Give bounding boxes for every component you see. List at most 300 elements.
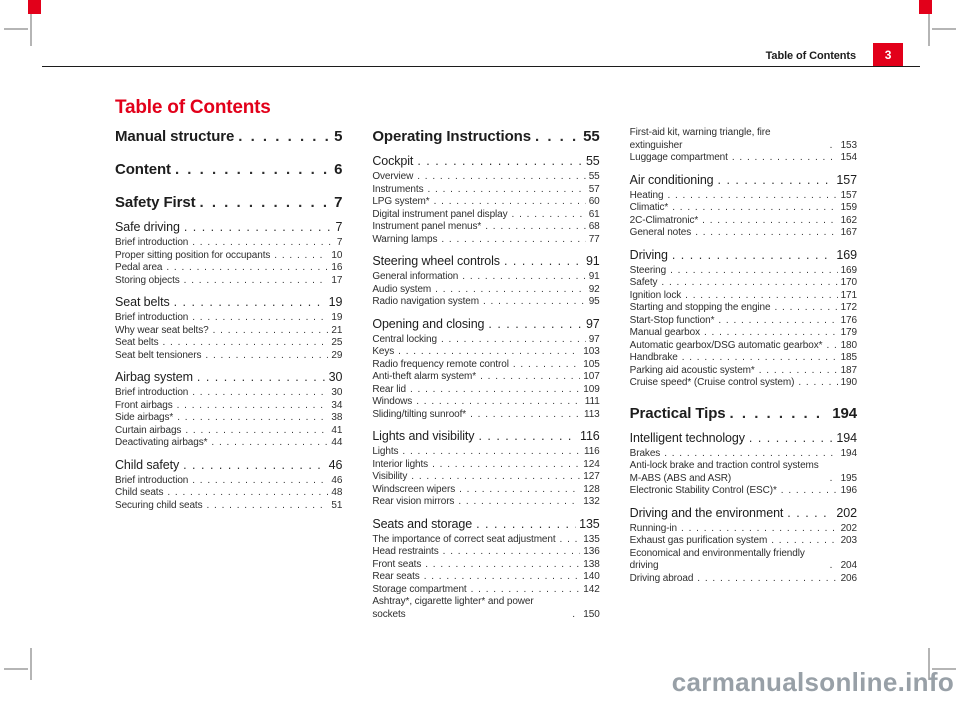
dot-leader — [704, 327, 838, 340]
dot-leader — [162, 337, 328, 350]
toc-entry-page: 128 — [583, 483, 600, 495]
toc-entry — [372, 221, 599, 234]
toc-entry — [372, 359, 599, 372]
toc-entry-page: 169 — [840, 264, 857, 276]
toc-entry-label: Anti-lock brake and traction control systems M-ABS (ABS and ASR) — [629, 460, 819, 484]
toc-entry-page: 7 — [335, 220, 343, 234]
crop-mark-bottom-left-horizontal — [4, 668, 28, 670]
toc-entry-page: 170 — [840, 277, 857, 288]
toc-entry-label: Visibility — [372, 471, 408, 482]
toc-entry — [630, 448, 857, 461]
dot-leader — [504, 254, 583, 269]
dot-leader — [183, 458, 326, 473]
toc-entry-label: General information — [372, 271, 459, 282]
toc-entry — [115, 275, 342, 288]
toc-entry-label: Intelligent technology — [629, 430, 745, 445]
dot-leader — [695, 227, 837, 240]
toc-entry-page: 140 — [583, 571, 600, 582]
toc-entry-page: 142 — [583, 583, 600, 595]
toc-entry — [372, 284, 599, 297]
crop-mark-bottom-left-vertical — [30, 648, 32, 680]
toc-entry — [115, 127, 342, 146]
toc-entry-label: Side airbags* — [115, 412, 174, 423]
toc-entry-page: 30 — [328, 370, 343, 384]
toc-entry-page: 187 — [840, 364, 857, 376]
toc-entry — [372, 471, 599, 484]
crop-mark-top-left-horizontal — [4, 28, 28, 30]
toc-entry-label: Front seats — [372, 558, 422, 570]
dot-leader — [670, 265, 837, 278]
toc-entry-page: 19 — [331, 312, 343, 323]
dot-leader — [718, 173, 834, 188]
dot-leader — [664, 448, 837, 461]
toc-entry-page: 150 — [583, 608, 600, 620]
toc-entry — [372, 184, 599, 197]
toc-entry — [115, 475, 342, 488]
toc-columns — [115, 127, 857, 621]
dot-leader — [732, 152, 838, 165]
toc-entry-page: 7 — [334, 194, 343, 211]
dot-leader — [774, 302, 837, 315]
toc-entry-page: 169 — [836, 247, 857, 262]
dot-leader — [192, 312, 328, 325]
toc-entry — [115, 400, 342, 413]
toc-entry-label: Climatic* — [629, 202, 669, 213]
dot-leader — [702, 215, 837, 228]
dot-leader — [410, 384, 580, 397]
toc-entry — [630, 431, 857, 446]
toc-entry — [372, 154, 599, 169]
toc-entry — [115, 295, 342, 310]
toc-entry-label: Heating — [629, 189, 664, 201]
toc-entry — [115, 237, 342, 250]
toc-entry-label: Radio frequency remote control — [372, 358, 509, 370]
dot-leader — [417, 154, 583, 169]
dot-leader — [749, 431, 834, 446]
toc-entry-page: 111 — [584, 396, 600, 407]
dot-leader — [213, 325, 329, 338]
toc-entry-label: Electronic Stability Control (ESC)* — [629, 485, 777, 496]
toc-entry-page: 116 — [580, 429, 600, 443]
dot-leader — [476, 517, 576, 532]
crop-mark-top-right-vertical — [928, 14, 930, 46]
toc-entry-page: 203 — [840, 535, 857, 546]
toc-entry — [630, 523, 857, 536]
dot-leader — [184, 220, 333, 235]
toc-entry — [115, 387, 342, 400]
toc-entry-page: 159 — [840, 202, 857, 213]
toc-entry-page: 92 — [588, 283, 600, 295]
toc-entry-page: 176 — [840, 314, 857, 326]
toc-entry — [372, 254, 599, 269]
dot-leader — [416, 396, 582, 409]
toc-entry — [630, 315, 857, 328]
toc-entry — [630, 202, 857, 215]
toc-entry-label: Cruise speed* (Cruise control system) — [629, 377, 795, 388]
toc-entry-page: 46 — [331, 474, 343, 486]
toc-entry-label: Radio navigation system — [372, 296, 479, 307]
dot-leader — [672, 248, 834, 263]
toc-entry-page: 103 — [583, 346, 600, 357]
dot-leader — [771, 535, 837, 548]
dot-leader — [205, 350, 328, 363]
dot-leader — [432, 459, 580, 472]
dot-leader — [826, 340, 837, 353]
toc-entry — [372, 546, 599, 559]
dot-leader — [667, 190, 837, 203]
toc-entry-page: 21 — [331, 324, 343, 336]
toc-entry — [630, 327, 857, 340]
dot-leader — [192, 475, 328, 488]
toc-entry-label: Parking aid acoustic system* — [629, 364, 755, 376]
toc-entry-label: The importance of correct seat adjustment — [372, 533, 556, 545]
toc-entry-page: 171 — [840, 289, 857, 301]
dot-leader — [441, 334, 586, 347]
toc-entry — [372, 459, 599, 472]
toc-entry-page: 194 — [840, 447, 857, 459]
dot-leader — [787, 506, 833, 521]
toc-entry — [630, 248, 857, 263]
toc-entry-label: Instrument panel menus* — [372, 221, 482, 232]
toc-entry-label: First-aid kit, warning triangle, fire extinguisher — [629, 127, 771, 151]
dot-leader — [730, 404, 830, 423]
toc-entry-label: Safety First — [115, 194, 196, 211]
toc-entry — [372, 446, 599, 459]
toc-entry-page: 38 — [331, 412, 343, 423]
dot-leader — [478, 429, 577, 444]
toc-entry-page: 91 — [588, 271, 600, 282]
toc-entry — [630, 215, 857, 228]
toc-entry-page: 132 — [583, 496, 600, 507]
toc-entry-label: Interior lights — [372, 458, 429, 470]
dot-leader — [211, 437, 328, 450]
toc-entry-label: Storing objects — [115, 274, 180, 286]
toc-entry-page: 44 — [331, 437, 343, 448]
toc-entry-label: Driving abroad — [629, 572, 694, 584]
toc-entry — [115, 312, 342, 325]
dot-leader — [483, 296, 586, 309]
toc-entry-label: General notes — [629, 227, 692, 238]
toc-column-2 — [372, 127, 599, 621]
toc-entry-label: Windscreen wipers — [372, 483, 456, 495]
dot-leader — [462, 271, 585, 284]
toc-entry — [372, 596, 599, 621]
toc-entry — [372, 171, 599, 184]
toc-entry-page: 61 — [588, 208, 600, 220]
toc-entry-label: Content — [115, 161, 171, 178]
toc-entry-page: 30 — [331, 387, 343, 398]
toc-entry-label: Driving and the environment — [629, 505, 784, 520]
dot-leader — [425, 559, 580, 572]
toc-entry — [372, 484, 599, 497]
toc-entry-label: Rear lid — [372, 383, 406, 395]
dot-leader — [192, 387, 328, 400]
toc-entry-label: Curtain airbags — [115, 424, 182, 436]
toc-entry-label: Overview — [372, 171, 414, 182]
toc-entry — [115, 262, 342, 275]
toc-entry-page: 190 — [840, 377, 857, 388]
toc-entry-label: Brief introduction — [115, 474, 189, 486]
toc-column-1 — [115, 127, 342, 621]
toc-entry-label: Lights and visibility — [372, 429, 475, 443]
dot-leader — [441, 234, 585, 247]
toc-entry-page: 167 — [840, 227, 857, 238]
toc-entry-label: Cockpit — [372, 154, 414, 168]
toc-entry — [372, 271, 599, 284]
toc-entry-label: Steering — [629, 264, 667, 276]
toc-entry — [115, 500, 342, 513]
toc-entry — [630, 127, 857, 152]
toc-entry-label: Rear vision mirrors — [372, 496, 455, 507]
toc-entry — [372, 571, 599, 584]
dot-leader — [166, 262, 328, 275]
toc-entry — [115, 437, 342, 450]
toc-entry — [630, 535, 857, 548]
dot-leader — [781, 485, 838, 498]
toc-entry-label: Pedal area — [115, 262, 163, 273]
toc-entry-page: 17 — [331, 274, 343, 286]
page-title: Table of Contents — [115, 97, 271, 118]
dot-leader — [274, 250, 328, 263]
dot-leader — [411, 471, 580, 484]
dot-leader — [488, 317, 583, 332]
toc-entry-label: Starting and stopping the engine — [629, 302, 771, 313]
toc-entry — [115, 487, 342, 500]
toc-entry-page: 16 — [331, 262, 343, 273]
toc-entry — [630, 227, 857, 240]
toc-entry-label: Child safety — [115, 457, 180, 472]
toc-entry-page: 97 — [588, 333, 600, 345]
dot-leader — [434, 196, 586, 209]
toc-entry — [630, 152, 857, 165]
toc-entry-label: Economical and environmentally friendly driving — [629, 547, 805, 571]
toc-entry-page: 185 — [840, 352, 857, 363]
crop-mark-top-right-horizontal — [932, 28, 956, 30]
toc-entry-label: Seat belt tensioners — [115, 349, 202, 361]
toc-entry — [115, 325, 342, 338]
dot-leader — [480, 371, 580, 384]
toc-entry — [372, 127, 599, 146]
toc-entry-label: Keys — [372, 346, 395, 357]
toc-entry — [630, 404, 857, 423]
toc-entry-label: Rear seats — [372, 571, 420, 582]
dot-leader — [471, 584, 581, 597]
toc-entry — [630, 277, 857, 290]
toc-entry-label: Air conditioning — [629, 172, 714, 187]
toc-entry-page: 41 — [331, 424, 343, 436]
toc-entry-label: Automatic gearbox/DSG automatic gearbox* — [629, 339, 823, 351]
toc-entry-page: 68 — [588, 221, 600, 232]
toc-entry-page: 48 — [331, 487, 343, 498]
toc-entry-page: 194 — [836, 430, 857, 445]
toc-entry-page: 206 — [840, 572, 857, 584]
toc-entry — [630, 573, 857, 586]
toc-entry-page: 46 — [328, 457, 343, 472]
toc-entry-label: Steering wheel controls — [372, 254, 500, 268]
toc-entry — [630, 377, 857, 390]
toc-entry — [372, 584, 599, 597]
toc-entry-page: 204 — [840, 560, 857, 571]
toc-entry — [630, 173, 857, 188]
dot-leader — [458, 496, 580, 509]
dot-leader — [238, 127, 331, 146]
toc-entry-label: Running-in — [629, 522, 678, 534]
toc-entry-page: 57 — [588, 183, 600, 195]
dot-leader — [435, 284, 586, 297]
toc-entry-page: 127 — [583, 471, 600, 482]
toc-entry — [372, 334, 599, 347]
toc-entry-label: Ashtray*, cigarette lighter* and power sockets — [372, 596, 534, 620]
toc-entry-label: LPG system* — [372, 196, 430, 207]
toc-entry — [372, 396, 599, 409]
toc-entry-page: 162 — [840, 214, 857, 226]
toc-entry-page: 116 — [584, 446, 600, 457]
toc-entry — [115, 425, 342, 438]
toc-entry-label: Front airbags — [115, 399, 173, 411]
crop-mark-top-left-vertical — [30, 14, 32, 46]
dot-leader — [184, 275, 329, 288]
toc-entry-label: Brief introduction — [115, 237, 189, 248]
toc-entry-page: 7 — [336, 237, 343, 248]
toc-entry-page: 77 — [588, 233, 600, 245]
toc-entry-page: 157 — [836, 172, 857, 187]
toc-entry-page: 51 — [331, 499, 343, 511]
toc-entry-page: 105 — [583, 358, 600, 370]
dot-leader — [572, 609, 580, 622]
toc-entry-page: 55 — [585, 154, 600, 168]
dot-leader — [427, 184, 585, 197]
dot-leader — [443, 546, 581, 559]
toc-entry-page: 196 — [840, 485, 857, 496]
toc-entry — [630, 190, 857, 203]
dot-leader — [167, 487, 328, 500]
toc-entry-label: Manual structure — [115, 128, 235, 145]
toc-entry — [115, 370, 342, 385]
toc-entry — [630, 365, 857, 378]
toc-entry-label: Driving — [629, 247, 668, 262]
dot-leader — [697, 573, 837, 586]
toc-entry-label: Lights — [372, 446, 399, 457]
dot-leader — [759, 365, 838, 378]
toc-entry — [372, 317, 599, 332]
dot-leader — [177, 400, 329, 413]
toc-entry-label: Sliding/tilting sunroof* — [372, 408, 467, 420]
toc-entry-label: Seats and storage — [372, 516, 473, 531]
toc-entry-page: 154 — [840, 152, 857, 163]
toc-entry-page: 135 — [579, 516, 600, 531]
toc-entry — [372, 346, 599, 359]
toc-entry-label: Seat belts — [115, 337, 159, 348]
dot-leader — [661, 277, 837, 290]
toc-entry-label: Luggage compartment — [629, 152, 728, 163]
toc-entry-label: Head restraints — [372, 546, 439, 557]
toc-entry-label: Storage compartment — [372, 583, 467, 595]
toc-entry-page: 113 — [584, 408, 600, 420]
toc-entry — [372, 534, 599, 547]
toc-entry — [372, 196, 599, 209]
toc-entry-page: 10 — [331, 249, 343, 261]
dot-leader — [207, 500, 329, 513]
toc-entry-page: 157 — [840, 189, 857, 201]
dot-leader — [470, 409, 581, 422]
dot-leader — [424, 571, 581, 584]
toc-entry — [115, 350, 342, 363]
toc-entry — [372, 384, 599, 397]
toc-entry-label: Digital instrument panel display — [372, 208, 508, 220]
toc-entry — [372, 234, 599, 247]
toc-entry-page: 153 — [840, 139, 857, 151]
dot-leader — [830, 473, 838, 486]
toc-entry-page: 180 — [840, 339, 857, 351]
toc-entry — [630, 485, 857, 498]
toc-entry-label: Safe driving — [115, 220, 180, 234]
toc-entry-label: Airbag system — [115, 370, 193, 384]
toc-entry-page: 179 — [840, 327, 857, 338]
dot-leader — [197, 370, 326, 385]
dot-leader — [192, 237, 334, 250]
toc-entry-label: Start-Stop function* — [629, 314, 715, 326]
toc-entry — [372, 559, 599, 572]
toc-entry-page: 55 — [583, 128, 600, 145]
dot-leader — [485, 221, 586, 234]
toc-entry — [372, 409, 599, 422]
toc-entry-page: 6 — [334, 161, 343, 178]
toc-entry-label: Central locking — [372, 333, 437, 345]
toc-entry-page: 138 — [583, 558, 600, 570]
toc-entry-page: 60 — [588, 196, 600, 207]
toc-entry — [372, 371, 599, 384]
dot-leader — [830, 560, 838, 573]
toc-entry-page: 5 — [334, 128, 343, 145]
toc-entry-label: Warning lamps — [372, 233, 438, 245]
dot-leader — [672, 202, 837, 215]
toc-entry — [115, 250, 342, 263]
toc-entry-label: Seat belts — [115, 295, 170, 309]
toc-entry — [372, 209, 599, 222]
toc-entry-label: Child seats — [115, 487, 164, 498]
toc-entry-page: 172 — [840, 302, 857, 313]
toc-entry-label: Windows — [372, 396, 413, 407]
toc-entry — [630, 352, 857, 365]
toc-entry-page: 55 — [588, 171, 600, 182]
toc-entry-page: 136 — [583, 546, 600, 557]
toc-entry — [372, 496, 599, 509]
toc-entry-page: 95 — [588, 296, 600, 307]
toc-entry-label: Exhaust gas purification system — [629, 535, 768, 546]
toc-entry — [372, 296, 599, 309]
toc-entry-page: 124 — [583, 458, 600, 470]
dot-leader — [682, 352, 838, 365]
toc-entry-label: Ignition lock — [629, 289, 682, 301]
dot-leader — [685, 290, 837, 303]
toc-entry-page: 195 — [840, 472, 857, 484]
toc-entry-page: 91 — [585, 254, 600, 268]
toc-entry-label: Securing child seats — [115, 499, 203, 511]
toc-entry-label: Anti-theft alarm system* — [372, 371, 477, 382]
dot-leader — [560, 534, 581, 547]
toc-entry-page: 25 — [331, 337, 343, 348]
dot-leader — [718, 315, 837, 328]
dot-leader — [200, 193, 332, 212]
toc-entry — [630, 265, 857, 278]
dot-leader — [513, 359, 580, 372]
toc-entry-page: 107 — [583, 371, 600, 382]
toc-entry-label: Deactivating airbags* — [115, 437, 208, 448]
toc-entry — [630, 340, 857, 353]
dot-leader — [417, 171, 586, 184]
dot-leader — [535, 127, 580, 146]
dot-leader — [175, 160, 331, 179]
